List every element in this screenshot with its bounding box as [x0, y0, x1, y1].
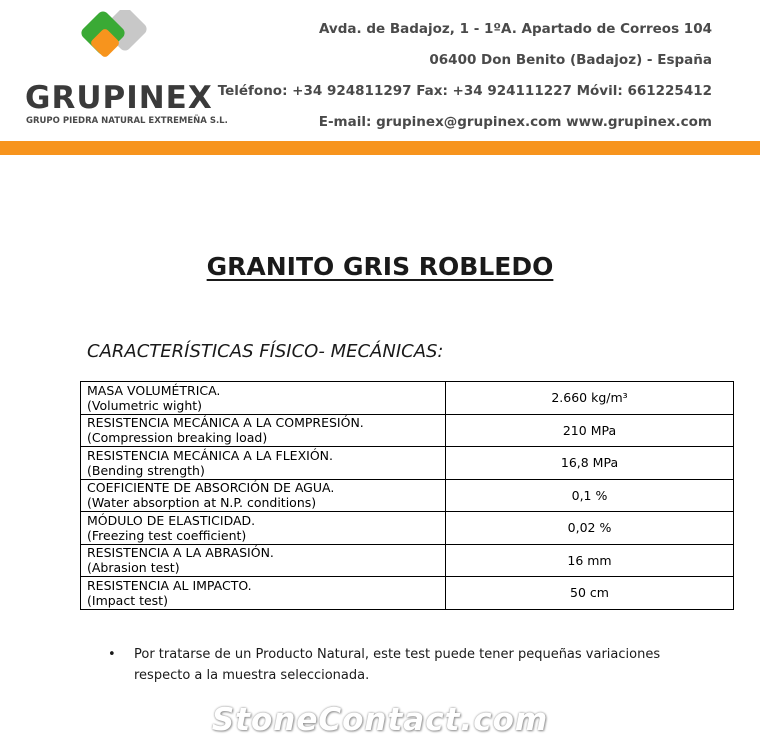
property-name: RESISTENCIA MECÁNICA A LA COMPRESIÓN.	[87, 415, 364, 431]
address-line-1: Avda. de Badajoz, 1 - 1ºA. Apartado de Correos 104	[318, 21, 712, 37]
property-value: 16 mm	[446, 544, 734, 577]
property-value: 16,8 MPa	[446, 447, 734, 480]
phone-line: Teléfono: +34 924811297 Fax: +34 924111227 Móvil: 661225412	[217, 83, 712, 99]
property-name-en: (Compression breaking load)	[87, 430, 268, 446]
property-name-cell	[81, 479, 446, 512]
property-name-cell	[81, 447, 446, 480]
brand-name: GRUPINEX	[25, 80, 213, 116]
table-row	[81, 544, 734, 577]
table-row	[81, 447, 734, 480]
property-name-en: (Freezing test coefficient)	[87, 527, 247, 543]
property-name: RESISTENCIA A LA ABRASIÓN.	[87, 545, 274, 561]
property-name: RESISTENCIA AL IMPACTO.	[87, 577, 252, 593]
email-line[interactable]: E-mail: grupinex@grupinex.com www.grupinex.com	[318, 114, 712, 130]
bullet-icon: •	[108, 647, 116, 662]
property-name: COEFICIENTE DE ABSORCIÓN DE AGUA.	[87, 480, 335, 496]
property-name-cell	[81, 414, 446, 447]
table-row	[81, 512, 734, 545]
brand-subtitle: GRUPO PIEDRA NATURAL EXTREMEÑA S.L.	[26, 116, 228, 126]
table-row	[81, 479, 734, 512]
document-title-text: GRANITO GRIS ROBLEDO	[206, 252, 554, 281]
table-row	[81, 577, 734, 610]
section-subtitle: CARACTERÍSTICAS FÍSICO- MECÁNICAS:	[87, 341, 444, 362]
logo-diamonds-icon	[72, 10, 167, 80]
property-name: MÓDULO DE ELASTICIDAD.	[87, 512, 256, 528]
property-name-cell	[81, 382, 446, 415]
watermark: StoneContact.com	[211, 702, 549, 738]
property-name-en: (Volumetric wight)	[87, 397, 203, 413]
property-name-cell	[81, 544, 446, 577]
properties-table	[80, 381, 734, 610]
header-divider-bar	[0, 141, 760, 155]
property-value: 2.660 kg/m³	[446, 382, 734, 415]
property-value: 0,1 %	[446, 479, 734, 512]
property-name: RESISTENCIA MECÁNICA A LA FLEXIÓN.	[87, 447, 333, 463]
property-name-cell	[81, 577, 446, 610]
table-row	[81, 382, 734, 415]
table-row	[81, 414, 734, 447]
property-name-en: (Water absorption at N.P. conditions)	[87, 495, 317, 511]
note-text: Por tratarse de un Producto Natural, este test puede tener pequeñas variaciones respecto a la muestra seleccionada.	[134, 647, 661, 683]
document-title	[0, 252, 760, 281]
property-name: MASA VOLUMÉTRICA.	[87, 382, 221, 398]
company-logo	[22, 10, 228, 130]
contact-block	[218, 14, 712, 138]
property-name-en: (Abrasion test)	[87, 560, 180, 576]
property-name-en: (Impact test)	[87, 592, 168, 608]
note-list-item	[108, 644, 668, 686]
property-value: 210 MPa	[446, 414, 734, 447]
property-value: 0,02 %	[446, 512, 734, 545]
property-name-en: (Bending strength)	[87, 462, 205, 478]
property-value: 50 cm	[446, 577, 734, 610]
property-name-cell	[81, 512, 446, 545]
address-line-2: 06400 Don Benito (Badajoz) - España	[429, 52, 712, 68]
